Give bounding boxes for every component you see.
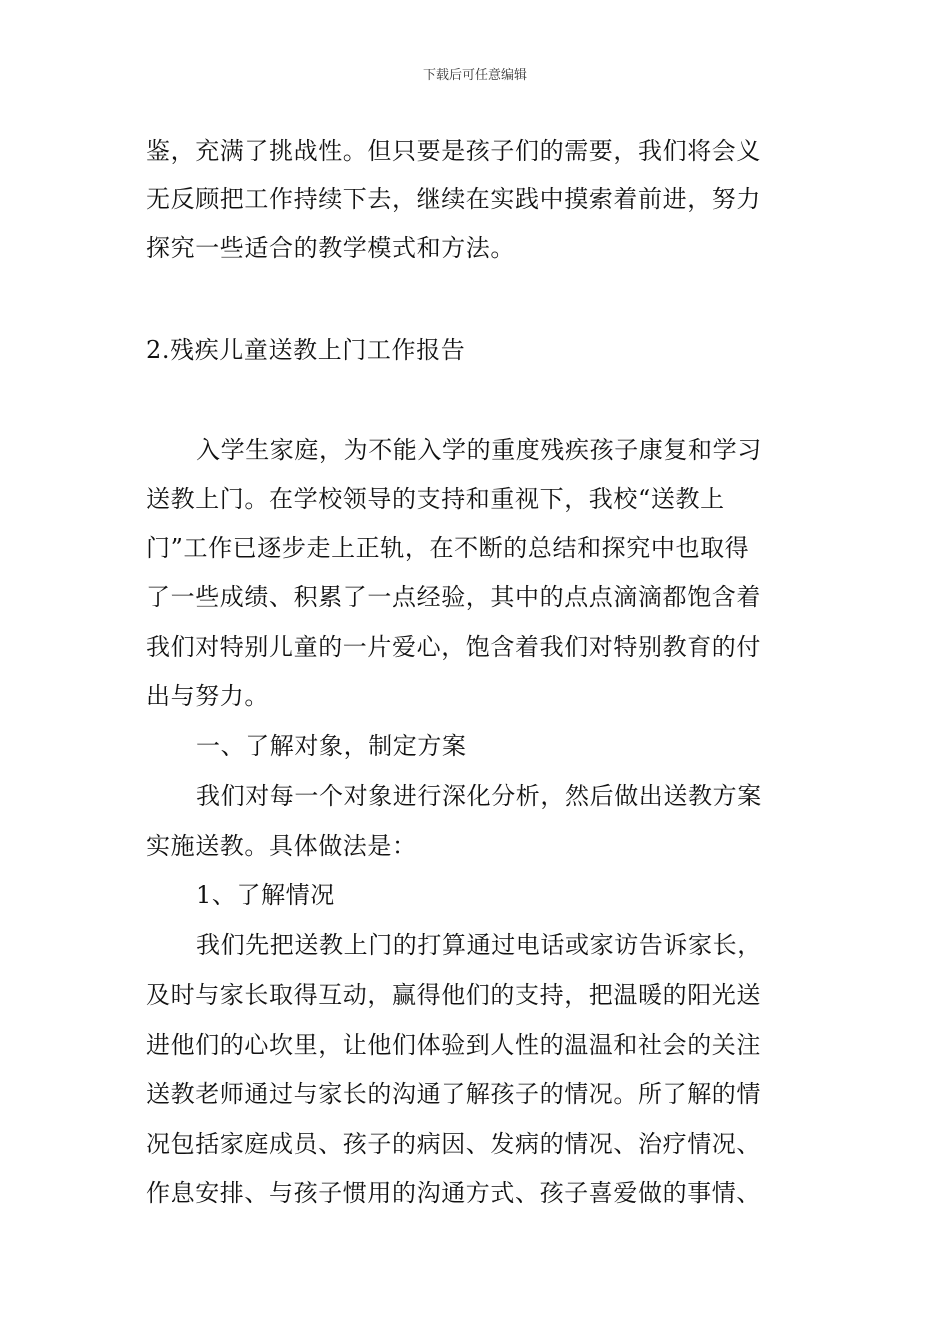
text-line: 进他们的心坎里，让他们体验到人性的温温和社会的关注 <box>146 1031 761 1059</box>
text-line: 作息安排、与孩子惯用的沟通方式、孩子喜爱做的事情、 <box>146 1179 761 1207</box>
subheading: 1、了解情况 <box>196 881 335 909</box>
header-note: 下载后可任意编辑 <box>422 68 527 83</box>
text-line: 及时与家长取得互动，赢得他们的支持，把温暖的阳光送 <box>146 981 761 1009</box>
text-line: 况包括家庭成员、孩子的病因、发病的情况、治疗情况、 <box>146 1130 761 1158</box>
text-line: 送教老师通过与家长的沟通了解孩子的情况。所了解的情 <box>146 1080 761 1108</box>
text-line: 出与努力。 <box>146 682 269 710</box>
subheading: 一、了解对象，制定方案 <box>196 732 467 760</box>
text-line: 我们对每一个对象进行深化分析，然后做出送教方案 <box>196 782 762 810</box>
text-line: 鉴，充满了挑战性。但只要是孩子们的需要，我们将会义 <box>146 137 761 165</box>
text-line: 了一些成绩、积累了一点经验，其中的点点滴滴都饱含着 <box>146 583 761 611</box>
text-line: 探究一些适合的教学模式和方法。 <box>146 234 515 262</box>
text-line: 我们对特别儿童的一片爱心，饱含着我们对特别教育的付 <box>146 633 761 661</box>
text-line: 无反顾把工作持续下去，继续在实践中摸索着前进，努力 <box>146 185 761 213</box>
text-line: 实施送教。具体做法是： <box>146 832 417 860</box>
section-heading: 2.残疾儿童送教上门工作报告 <box>146 336 466 364</box>
text-line: 我们先把送教上门的打算通过电话或家访告诉家长， <box>196 931 762 959</box>
text-line: 入学生家庭，为不能入学的重度残疾孩子康复和学习 <box>196 436 762 464</box>
text-line: 门”工作已逐步走上正轨，在不断的总结和探究中也取得 <box>146 534 750 562</box>
text-line: 送教上门。在学校领导的支持和重视下，我校“送教上 <box>146 485 725 513</box>
